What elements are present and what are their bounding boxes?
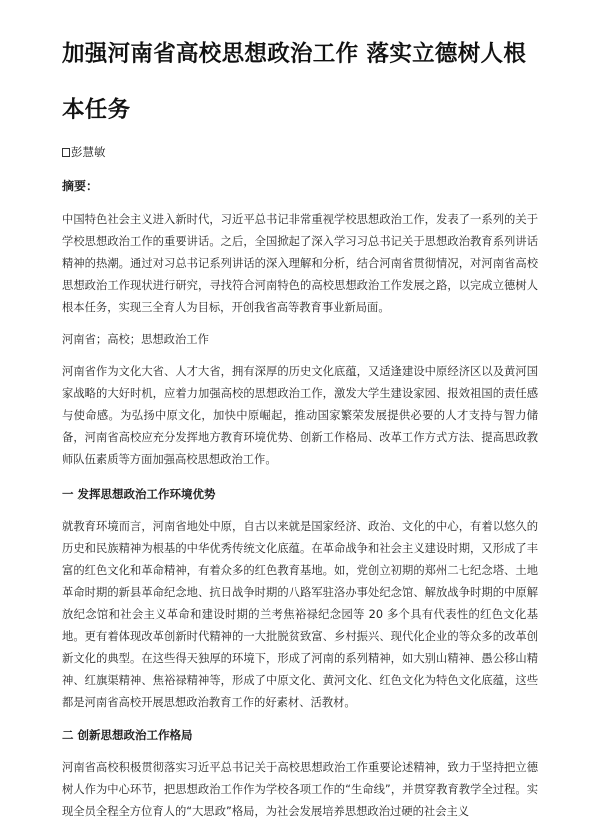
author-name: 彭慧敏 (71, 145, 106, 159)
section-1-paragraph: 就教育环境而言，河南省地处中原，自古以来就是国家经济、政治、文化的中心，有着以悠久的历史和民族精神为根基的中华优秀传统文化底蕴。在革命战争和社会主义建设时期，又形成了丰富的红色文化和革命精神，有着众多的红色教育基地。如，党创立初期的郑州二七纪念塔、土地革命时期的新县革命纪念地、抗日战争时期的八路军驻洛办事处纪念馆、解放战争时期的中原解放纪念馆和社会主义革命和建设时期的兰考焦裕禄纪念园等 20 多个具有代表性的红色文化基地。更有着体现改革创新时代精神的一大批脱贫致富、乡村振兴、现代化企业的等众多的改革创新文化的典型。在这些得天独厚的环境下，形成了河南的系列精神，如大别山精神、愚公移山精神、红旗渠精神、焦裕禄精神等，形成了中原文化、黄河文化、红色文化为特色文化底蕴，这些都是河南省高校开展思想政治教育工作的好素材、活教材。 (62, 520, 538, 709)
section-heading-2: 二 创新思想政治工作格局 (62, 728, 193, 742)
article-title: 加强河南省高校思想政治工作 落实立德树人根本任务 (62, 41, 527, 123)
section-2-paragraph: 河南省高校积极贯彻落实习近平总书记关于高校思想政治工作重要论述精神，致力于坚持把立德树人作为中心环节，把思想政治工作作为学校各项工作的“生命线”，并贯穿教育教学全过程。实现全员全程全方位育人的“大思政”格局，为社会发展培养思想政治过硬的社会主义 (62, 761, 538, 818)
abstract-label: 摘要： (62, 179, 99, 193)
author-marker-icon (62, 148, 70, 157)
abstract-paragraph: 中国特色社会主义进入新时代，习近平总书记非常重视学校思想政治工作，发表了一系列的关于学校思想政治工作的重要讲话。之后，全国掀起了深入学习习总书记关于思想政治教育系列讲话精神的热潮。通过对习总书记系列讲话的深入理解和分析，结合河南省贯彻情况，对河南省高校思想政治工作现状进行研究，寻找符合河南特色的高校思想政治工作发展之路，以完成立德树人根本任务，实现三全育人为目标，开创我省高等教育事业新局面。 (62, 213, 538, 314)
keywords-line: 河南省；高校；思想政治工作 (62, 333, 209, 346)
author-line (62, 144, 538, 160)
section-heading-1: 一 发挥思想政治工作环境优势 (62, 487, 216, 501)
intro-paragraph: 河南省作为文化大省、人才大省，拥有深厚的历史文化底蕴，又适逢建设中原经济区以及黄河国家战略的大好时机，应着力加强高校的思想政治工作，激发大学生建设家园、报效祖国的责任感与使命感。为弘扬中原文化，加快中原崛起，推动国家繁荣发展提供必要的人才支持与智力储备，河南省高校应充分发挥地方教育环境优势、创新工作格局、改革工作方式方法、提高思政教师队伍素质等方面加强高校思想政治工作。 (62, 365, 538, 466)
